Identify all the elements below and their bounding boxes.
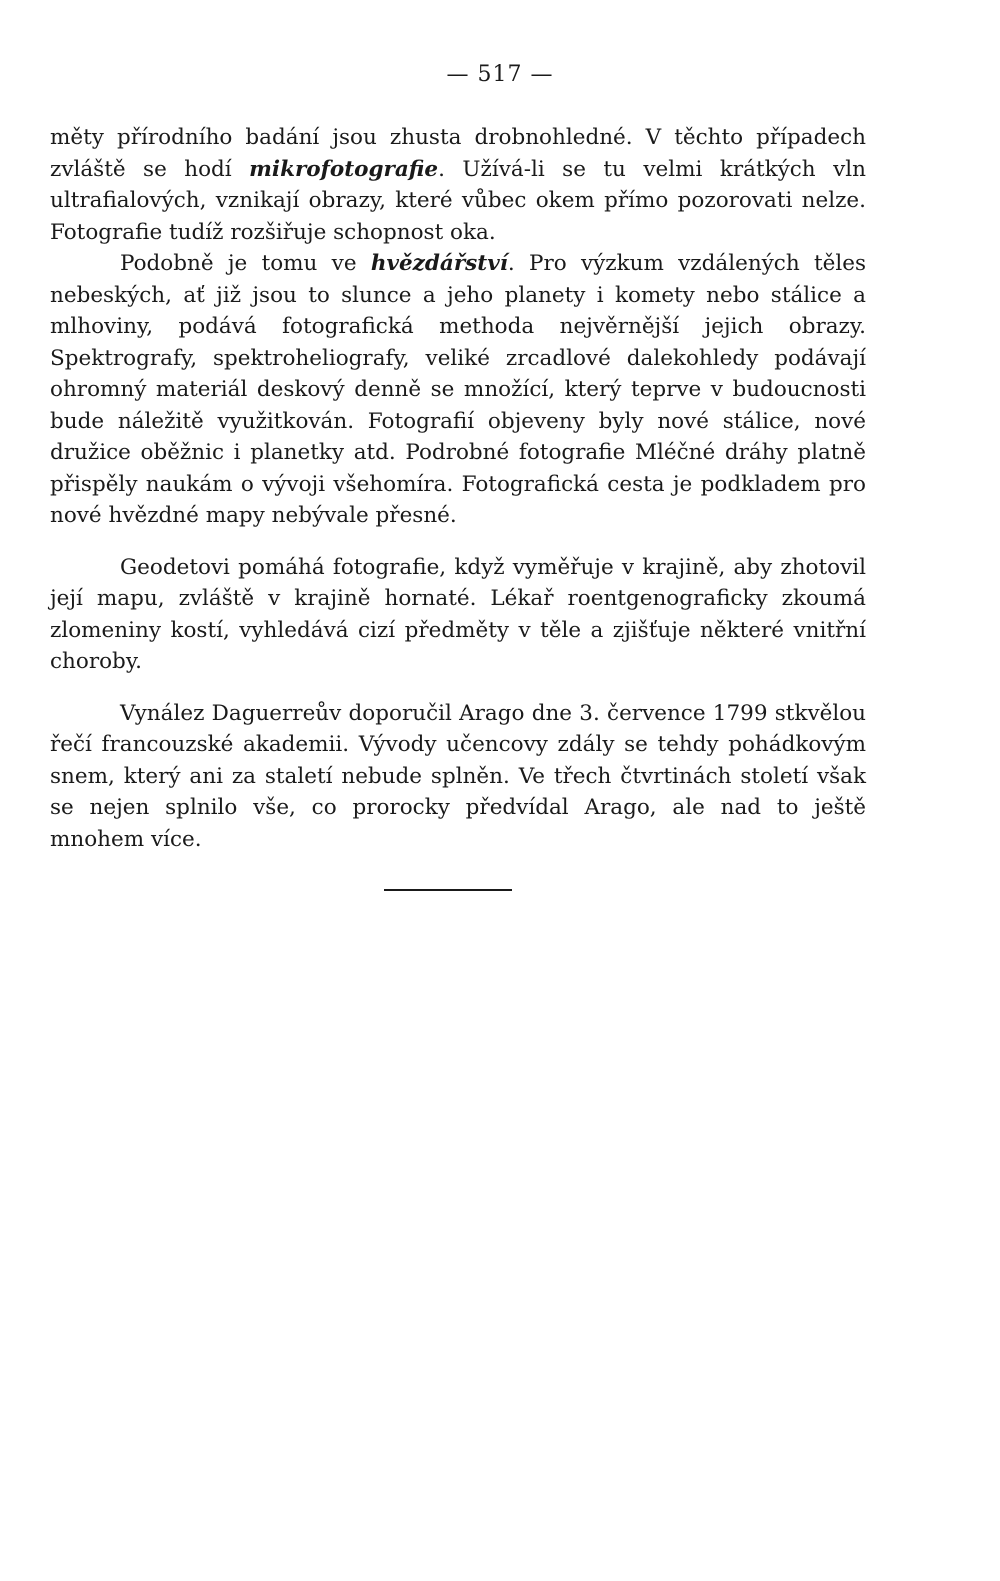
paragraph-astronomy	[50, 248, 866, 532]
paragraph-text: Podobně je tomu ve	[120, 251, 371, 276]
paragraph-daguerre: Vynález Daguerreův doporučil Arago dne 3. července 1799 stkvělou řečí francouzské akademii. Vývody učencovy zdály se tehdy pohádkovým snem, který ani za staletí nebude splněn. Ve třech čtvrtinách století však se nejen splnilo vše, co prorocky předvídal Arago, ale nad to ještě mnohem více.	[50, 700, 866, 852]
paragraph-microphotography	[50, 122, 866, 248]
page-number: — 517 —	[446, 62, 554, 87]
section-end-rule	[384, 889, 512, 891]
page-body	[50, 122, 866, 855]
paragraph-text: . Užívá-li se tu velmi krátkých vln ultrafialových, vznikají obrazy, které vůbec okem přímo pozorovati nelze. Fotografie tudíž rozšiřuje schopnost oka.	[50, 156, 866, 245]
paragraph-text: . Pro výzkum vzdálených těles nebeských, ať již jsou to slunce a jeho planety i komety nebo stálice a mlhoviny, podává fotografická methoda nejvěrnější jejich obrazy. Spektrografy, spektroheliografy, veliké zrcadlové dalekohledy podávají ohromný materiál deskový denně se množící, který teprve v budoucnosti bude náležitě využitkován. Fotografií objeveny byly nové stálice, nové družice oběžnic i planetky atd. Podrobné fotografie Mléčné dráhy platně přispěly naukám o vývoji všehomíra. Fotografická cesta je podkladem pro nové hvězdné mapy nebývale přesné.	[50, 251, 866, 528]
paragraph-geodesy: Geodetovi pomáhá fotografie, když vyměřuje v krajině, aby zhotovil její mapu, zvláště v krajině hornaté. Lékař roentgenograficky zkoumá zlomeniny kostí, vyhledává cizí předměty v těle a zjišťuje některé vnitřní choroby.	[50, 554, 866, 674]
emphasized-term: mikrofotografie	[249, 156, 439, 182]
emphasized-term: hvězdářství	[370, 251, 508, 276]
paragraph-text: měty přírodního badání jsou zhusta drobnohledné. V těchto případech zvláště se hodí	[50, 125, 866, 182]
